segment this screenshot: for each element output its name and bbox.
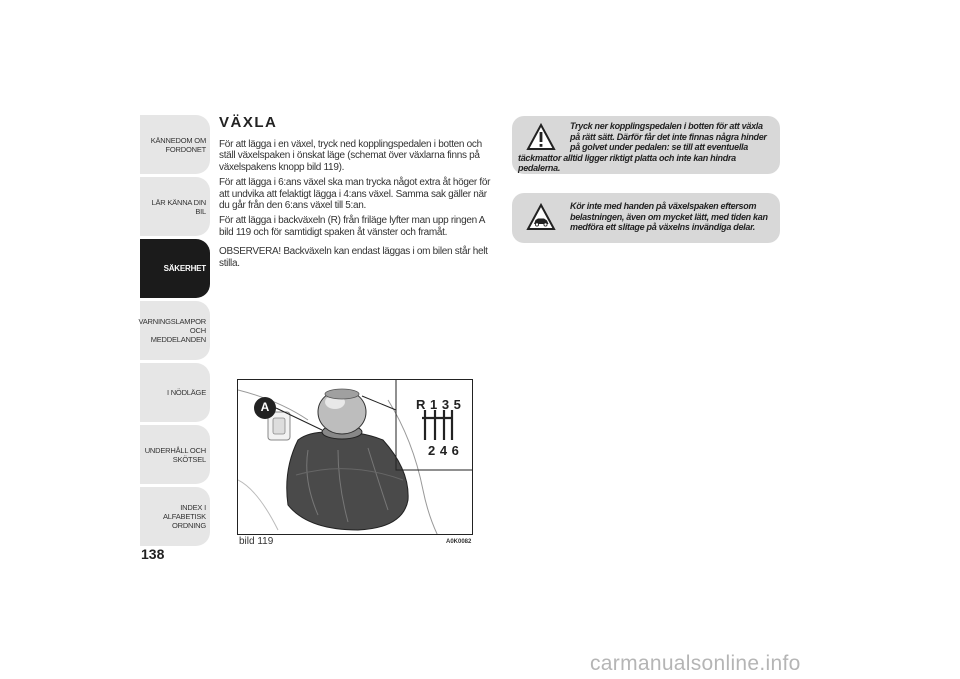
- paragraph: OBSERVERA! Backväxeln kan endast läggas i om bilen står helt stilla.: [219, 246, 488, 269]
- paragraph: För att lägga i backväxeln (R) från friläge lyfter man upp ringen A bild 119 och för samtidigt spaken åt vänster och framåt.: [219, 215, 485, 238]
- section-body: [219, 139, 491, 273]
- label-a: A: [260, 400, 270, 414]
- tab-label: I NÖDLÄGE: [166, 388, 206, 397]
- warning-text: Tryck ner kopplingspedalen i botten för att växla på rätt sätt. Därför får det inte finnas några hinder på golvet under pedalen: se till att eventuella täckmattor alltid ligger riktigt platta och inte kan hindra pedalerna.: [518, 121, 767, 173]
- warning-box-pedal: [512, 116, 780, 174]
- gear-pattern-bottom: 2 4 6: [428, 443, 460, 458]
- tab-index[interactable]: [140, 487, 210, 546]
- gear-pattern-top: R 1 3 5: [416, 397, 462, 412]
- tab-label: KÄNNEDOM OM FORDONET: [150, 135, 206, 154]
- gear-lever-figure: [237, 379, 473, 535]
- warning-triangle-icon: [526, 123, 556, 151]
- figure-code: A0K0082: [446, 539, 472, 545]
- tab-label: LÄR KÄNNA DIN BIL: [151, 197, 206, 216]
- tab-label: UNDERHÅLL OCH SKÖTSEL: [144, 445, 206, 464]
- tab-lar-kanna-din-bil[interactable]: [140, 177, 210, 236]
- figure-caption: bild 119: [239, 536, 274, 547]
- tab-label: SÄKERHET: [163, 264, 206, 273]
- tab-sakerhet[interactable]: [140, 239, 210, 298]
- warning-box-hand: [512, 193, 780, 243]
- paragraph: För att lägga i 6:ans växel ska man trycka något extra åt höger för att undvika att felaktigt lägga i 4:ans växel. Samma sak gäller när du går från den 6:ans växel till 5:an.: [219, 177, 491, 212]
- chapter-tabs: [140, 115, 210, 549]
- tab-underhall-och-skotsel[interactable]: [140, 425, 210, 484]
- section-title: VÄXLA: [219, 114, 278, 131]
- car-damage-icon: [526, 203, 556, 231]
- warning-text: Kör inte med handen på växelspaken eftersom belastningen, även om mycket lätt, med tiden kan medföra ett slitage på växelns invändiga delar.: [570, 201, 768, 232]
- tab-label: VARNINGSLAMPOR OCH MEDDELANDEN: [138, 317, 206, 344]
- tab-i-nodlage[interactable]: [140, 363, 210, 422]
- tab-kannedom-om-fordonet[interactable]: [140, 115, 210, 174]
- watermark: carmanualsonline.info: [590, 652, 801, 675]
- tab-label: INDEX I ALFABETISK ORDNING: [162, 503, 206, 530]
- tab-varningslampor[interactable]: [140, 301, 210, 360]
- paragraph: För att lägga i en växel, tryck ned kopplingspedalen i botten och ställ växelspaken i önskat läge (schemat över växlarna finns på växelspakens knopp bild 119).: [219, 139, 482, 173]
- page-number: 138: [141, 546, 165, 562]
